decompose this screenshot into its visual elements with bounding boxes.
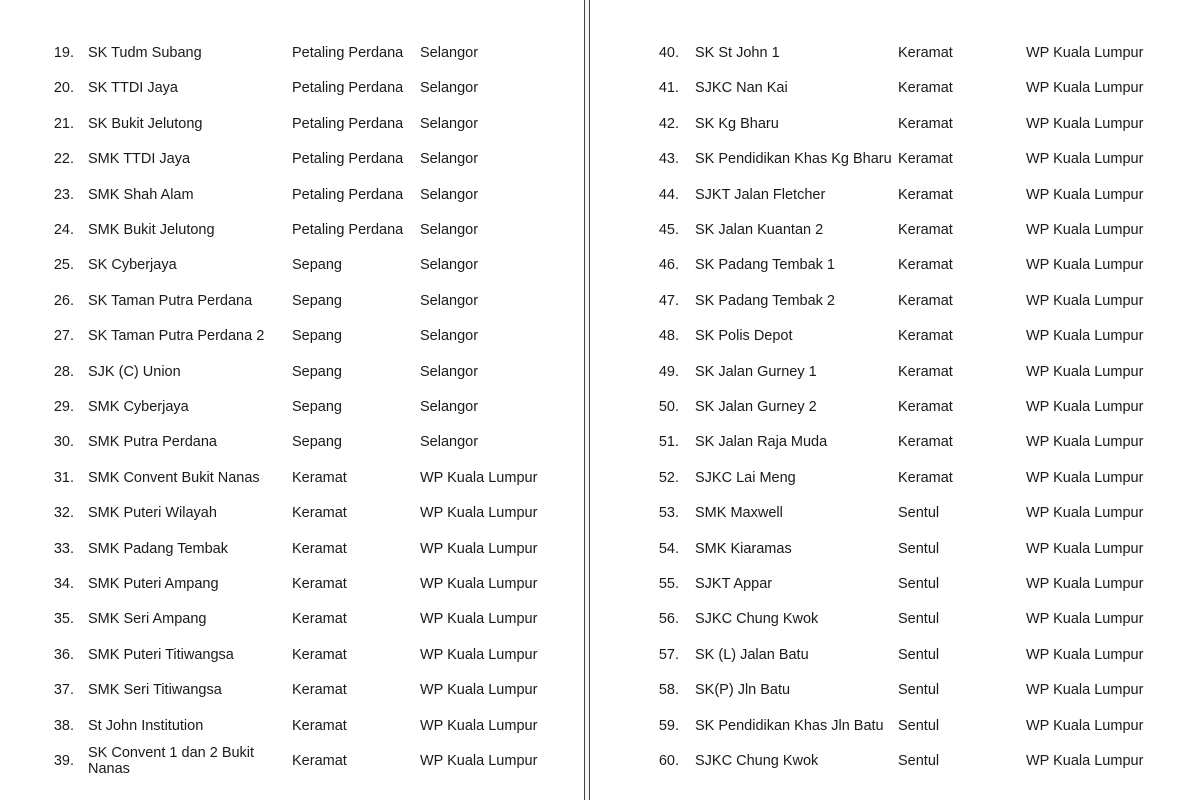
school-name: SK Polis Depot: [695, 328, 793, 345]
row-number: 28.: [53, 363, 74, 380]
school-name: SMK Padang Tembak: [88, 540, 228, 557]
school-name: SK Padang Tembak 1: [695, 257, 835, 274]
district-name: Sentul: [898, 682, 940, 699]
district-name: Sentul: [898, 611, 940, 628]
state-name: WP Kuala Lumpur: [1026, 80, 1144, 97]
state-name: WP Kuala Lumpur: [1026, 186, 1144, 203]
table-row: [590, 247, 1200, 283]
table-row: [590, 283, 1200, 319]
school-name: SJKC Lai Meng: [695, 469, 796, 486]
table-row: [590, 177, 1200, 213]
state-name: WP Kuala Lumpur: [1026, 505, 1144, 522]
district-name: Keramat: [898, 328, 953, 345]
state-name: Selangor: [420, 186, 479, 203]
school-name: SK St John 1: [695, 45, 780, 61]
district-name: Keramat: [898, 399, 953, 415]
row-number: 43.: [658, 151, 679, 168]
state-name: WP Kuala Lumpur: [1026, 328, 1144, 345]
table-row: [590, 495, 1200, 531]
district-name: Keramat: [292, 611, 347, 628]
district-name: Keramat: [292, 505, 347, 522]
district-name: Keramat: [292, 717, 347, 734]
school-name: SMK Puteri Titiwangsa: [88, 646, 234, 663]
table-row: [590, 637, 1200, 673]
row-number: 37.: [53, 682, 74, 699]
table-row: [0, 637, 584, 673]
state-name: Selangor: [420, 328, 479, 345]
row-number: 60.: [658, 753, 679, 769]
row-number: 21.: [53, 115, 74, 132]
state-name: Selangor: [420, 292, 479, 309]
school-name: SK Pendidikan Khas Jln Batu: [695, 717, 884, 734]
district-name: Sepang: [292, 399, 342, 415]
state-name: WP Kuala Lumpur: [1026, 682, 1144, 699]
row-number: 49.: [658, 363, 679, 380]
school-name: SJKC Chung Kwok: [695, 753, 819, 769]
document-page-right: [589, 0, 1200, 800]
district-name: Keramat: [898, 45, 953, 61]
district-name: Sentul: [898, 505, 940, 522]
school-name: SJKT Jalan Fletcher: [695, 186, 826, 203]
school-name: SMK Putra Perdana: [88, 434, 217, 451]
table-row: [590, 708, 1200, 744]
row-number: 31.: [53, 469, 74, 486]
school-name: SK Tudm Subang: [88, 45, 202, 61]
school-name: SK Taman Putra Perdana 2: [88, 328, 265, 345]
state-name: WP Kuala Lumpur: [420, 505, 538, 522]
district-name: Sepang: [292, 363, 342, 380]
table-row: [590, 389, 1200, 425]
row-number: 36.: [53, 646, 74, 663]
school-name: SMK Bukit Jelutong: [88, 222, 215, 238]
district-name: Keramat: [898, 80, 953, 97]
row-number: 42.: [658, 115, 679, 132]
row-number: 32.: [53, 505, 74, 522]
school-name: SMK Shah Alam: [88, 186, 194, 203]
state-name: WP Kuala Lumpur: [1026, 434, 1144, 451]
table-row: [0, 354, 584, 390]
row-number: 57.: [658, 646, 679, 663]
table-row: [0, 601, 584, 637]
table-row: [590, 460, 1200, 496]
state-name: WP Kuala Lumpur: [420, 753, 538, 769]
school-name: SMK Puteri Wilayah: [88, 505, 217, 522]
state-name: Selangor: [420, 222, 479, 238]
school-name: SK Jalan Gurney 1: [695, 363, 817, 380]
row-number: 34.: [53, 576, 74, 592]
row-number: 26.: [53, 292, 74, 309]
state-name: WP Kuala Lumpur: [420, 682, 538, 699]
table-row: [590, 566, 1200, 602]
table-row: [0, 460, 584, 496]
row-number: 53.: [658, 505, 679, 522]
district-name: Sentul: [898, 576, 940, 592]
row-number: 27.: [53, 328, 74, 345]
table-row: [590, 672, 1200, 708]
state-name: Selangor: [420, 151, 479, 168]
state-name: WP Kuala Lumpur: [1026, 257, 1144, 274]
state-name: WP Kuala Lumpur: [420, 646, 538, 663]
state-name: WP Kuala Lumpur: [420, 540, 538, 557]
state-name: WP Kuala Lumpur: [1026, 646, 1144, 663]
row-number: 55.: [658, 576, 679, 592]
school-name: SK Cyberjaya: [88, 257, 177, 274]
state-name: WP Kuala Lumpur: [1026, 399, 1144, 415]
district-name: Keramat: [898, 257, 953, 274]
state-name: WP Kuala Lumpur: [1026, 115, 1144, 132]
row-number: 47.: [658, 292, 679, 309]
table-row: [0, 70, 584, 106]
state-name: WP Kuala Lumpur: [1026, 717, 1144, 734]
row-number: 52.: [658, 469, 679, 486]
table-row: [590, 212, 1200, 248]
table-row: [590, 318, 1200, 354]
state-name: WP Kuala Lumpur: [1026, 611, 1144, 628]
district-name: Keramat: [292, 753, 347, 769]
school-name: SJKC Chung Kwok: [695, 611, 819, 628]
school-name: SMK Seri Ampang: [88, 611, 207, 628]
table-row: [590, 70, 1200, 106]
district-name: Keramat: [898, 186, 953, 203]
state-name: WP Kuala Lumpur: [420, 717, 538, 734]
school-name: SK Kg Bharu: [695, 115, 779, 132]
table-row: [590, 106, 1200, 142]
district-name: Petaling Perdana: [292, 186, 404, 203]
table-row: [0, 389, 584, 425]
district-name: Keramat: [292, 682, 347, 699]
row-number: 41.: [658, 80, 679, 97]
district-name: Sentul: [898, 646, 940, 663]
school-name: SMK Cyberjaya: [88, 399, 189, 415]
school-name: SK TTDI Jaya: [88, 80, 178, 97]
school-name: SMK Seri Titiwangsa: [88, 682, 222, 699]
table-row: [590, 141, 1200, 177]
district-name: Keramat: [292, 646, 347, 663]
row-number: 29.: [53, 399, 74, 415]
table-row: [0, 212, 584, 248]
school-name: SK Bukit Jelutong: [88, 115, 203, 132]
state-name: Selangor: [420, 257, 479, 274]
table-row: [590, 354, 1200, 390]
row-number: 20.: [53, 80, 74, 97]
district-name: Petaling Perdana: [292, 151, 404, 168]
district-name: Sepang: [292, 328, 342, 345]
school-name: SMK Convent Bukit Nanas: [88, 469, 260, 486]
table-row: [590, 601, 1200, 637]
district-name: Sentul: [898, 753, 940, 769]
district-name: Sepang: [292, 434, 342, 451]
district-name: Petaling Perdana: [292, 115, 404, 132]
state-name: WP Kuala Lumpur: [1026, 363, 1144, 380]
school-name: SJKC Nan Kai: [695, 80, 788, 97]
table-row: [590, 743, 1200, 779]
table-row: [0, 566, 584, 602]
row-number: 56.: [658, 611, 679, 628]
school-name: SMK Maxwell: [695, 505, 783, 522]
state-name: WP Kuala Lumpur: [1026, 292, 1144, 309]
district-name: Keramat: [292, 469, 347, 486]
state-name: WP Kuala Lumpur: [1026, 576, 1144, 592]
district-name: Petaling Perdana: [292, 45, 404, 61]
school-name: SK Pendidikan Khas Kg Bharu: [695, 151, 892, 168]
district-name: Keramat: [898, 292, 953, 309]
table-row: [0, 177, 584, 213]
school-name: SK(P) Jln Batu: [695, 682, 791, 699]
district-name: Sentul: [898, 540, 940, 557]
row-number: 24.: [53, 222, 74, 238]
district-name: Keramat: [898, 434, 953, 451]
table-row: [0, 141, 584, 177]
table-row: [590, 35, 1200, 71]
school-name: SJKT Appar: [695, 576, 773, 592]
state-name: Selangor: [420, 80, 479, 97]
row-number: 23.: [53, 186, 74, 203]
district-name: Keramat: [898, 222, 953, 238]
state-name: WP Kuala Lumpur: [1026, 45, 1144, 61]
row-number: 30.: [53, 434, 74, 451]
state-name: Selangor: [420, 45, 479, 61]
row-number: 38.: [53, 717, 74, 734]
school-name: SK (L) Jalan Batu: [695, 646, 809, 663]
table-row: [0, 106, 584, 142]
school-name: SK Jalan Gurney 2: [695, 399, 817, 415]
school-name: SMK Kiaramas: [695, 540, 792, 557]
district-name: Sepang: [292, 292, 342, 309]
state-name: WP Kuala Lumpur: [1026, 469, 1144, 486]
state-name: WP Kuala Lumpur: [420, 611, 538, 628]
table-row: [0, 672, 584, 708]
district-name: Sepang: [292, 257, 342, 274]
row-number: 46.: [658, 257, 679, 274]
state-name: Selangor: [420, 115, 479, 132]
row-number: 19.: [53, 45, 74, 61]
district-name: Keramat: [292, 540, 347, 557]
table-row: [590, 424, 1200, 460]
table-row: [0, 743, 584, 779]
state-name: WP Kuala Lumpur: [1026, 753, 1144, 769]
school-name: St John Institution: [88, 717, 204, 734]
district-name: Keramat: [292, 576, 347, 592]
state-name: WP Kuala Lumpur: [1026, 222, 1144, 238]
school-name: SK Taman Putra Perdana: [88, 292, 253, 309]
district-name: Petaling Perdana: [292, 222, 404, 238]
row-number: 58.: [658, 682, 679, 699]
table-row: [590, 531, 1200, 567]
school-name: SMK Puteri Ampang: [88, 576, 219, 592]
district-name: Petaling Perdana: [292, 80, 404, 97]
row-number: 44.: [658, 186, 679, 203]
row-number: 39.: [53, 753, 74, 769]
row-number: 48.: [658, 328, 679, 345]
district-name: Keramat: [898, 115, 953, 132]
table-row: [0, 495, 584, 531]
row-number: 59.: [658, 717, 679, 734]
district-name: Keramat: [898, 151, 953, 168]
state-name: WP Kuala Lumpur: [420, 469, 538, 486]
state-name: WP Kuala Lumpur: [1026, 151, 1144, 168]
state-name: Selangor: [420, 399, 479, 415]
state-name: Selangor: [420, 363, 479, 380]
school-name: SK Jalan Raja Muda: [695, 434, 828, 451]
district-name: Sentul: [898, 717, 940, 734]
row-number: 40.: [658, 45, 679, 61]
row-number: 35.: [53, 611, 74, 628]
table-row: [0, 424, 584, 460]
school-name: SK Convent 1 dan 2 Bukit Nanas: [88, 745, 255, 777]
row-number: 22.: [53, 151, 74, 168]
state-name: Selangor: [420, 434, 479, 451]
state-name: WP Kuala Lumpur: [1026, 540, 1144, 557]
table-row: [0, 247, 584, 283]
row-number: 50.: [658, 399, 679, 415]
table-row: [0, 708, 584, 744]
row-number: 25.: [53, 257, 74, 274]
state-name: WP Kuala Lumpur: [420, 576, 538, 592]
school-name: SK Padang Tembak 2: [695, 292, 835, 309]
district-name: Keramat: [898, 469, 953, 486]
row-number: 54.: [658, 540, 679, 557]
district-name: Keramat: [898, 363, 953, 380]
document-page-left: [0, 0, 585, 800]
school-name: SK Jalan Kuantan 2: [695, 222, 824, 238]
school-name: SMK TTDI Jaya: [88, 151, 191, 168]
table-row: [0, 318, 584, 354]
row-number: 51.: [658, 434, 679, 451]
row-number: 33.: [53, 540, 74, 557]
table-row: [0, 35, 584, 71]
row-number: 45.: [658, 222, 679, 238]
table-row: [0, 531, 584, 567]
school-name: SJK (C) Union: [88, 363, 181, 380]
table-row: [0, 283, 584, 319]
